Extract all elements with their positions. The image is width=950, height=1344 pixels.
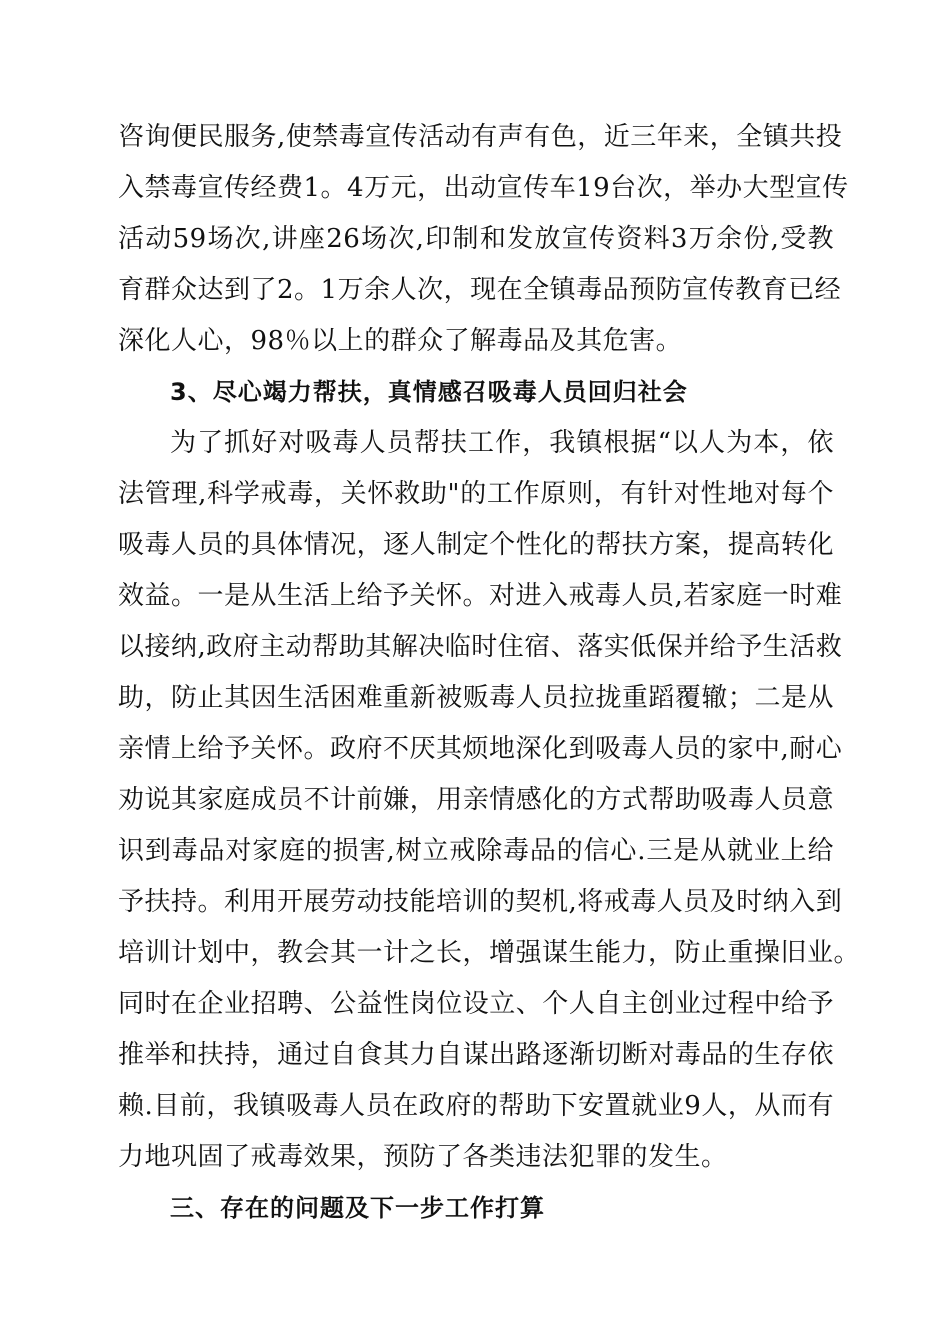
- paragraph-2-line: 培训计划中，教会其一计之长，增强谋生能力，防止重操旧业。: [118, 938, 861, 968]
- paragraph-2-line: 赖.目前，我镇吸毒人员在政府的帮助下安置就业9人，从而有: [118, 1091, 834, 1121]
- section-heading-3: 3、尽心竭力帮扶，真情感召吸毒人员回归社会: [170, 378, 688, 406]
- paragraph-1-line: 深化人心，98％以上的群众了解毒品及其危害。: [118, 326, 683, 356]
- paragraph-2-line: 以接纳,政府主动帮助其解决临时住宿、落实低保并给予生活救: [118, 632, 843, 662]
- paragraph-2-line: 识到毒品对家庭的损害,树立戒除毒品的信心.三是从就业上给: [118, 836, 834, 866]
- paragraph-2-line: 效益。一是从生活上给予关怀。对进入戒毒人员,若家庭一时难: [118, 581, 843, 611]
- paragraph-1-line: 活动59场次,讲座26场次,印制和发放宣传资料3万余份,受教: [118, 224, 834, 254]
- section-heading-three: 三、存在的问题及下一步工作打算: [170, 1194, 545, 1222]
- paragraph-2-line: 同时在企业招聘、公益性岗位设立、个人自主创业过程中给予: [118, 989, 834, 1019]
- paragraph-2-line: 推举和扶持，通过自食其力自谋出路逐渐切断对毒品的生存依: [118, 1040, 834, 1070]
- paragraph-2-line: 劝说其家庭成员不计前嫌，用亲情感化的方式帮助吸毒人员意: [118, 785, 834, 815]
- paragraph-1-line: 咨询便民服务,使禁毒宣传活动有声有色，近三年来，全镇共投: [118, 122, 843, 152]
- paragraph-1-line: 育群众达到了2。1万余人次，现在全镇毒品预防宣传教育已经: [118, 275, 842, 305]
- paragraph-2-line: 法管理,科学戒毒，关怀救助"的工作原则，有针对性地对每个: [118, 479, 834, 509]
- document-body: [118, 112, 861, 1234]
- paragraph-2-line: 予扶持。利用开展劳动技能培训的契机,将戒毒人员及时纳入到: [118, 887, 843, 917]
- paragraph-2-line: 亲情上给予关怀。政府不厌其烦地深化到吸毒人员的家中,耐心: [118, 734, 843, 764]
- paragraph-2-line: 为了抓好对吸毒人员帮扶工作，我镇根据“以人为本，依: [170, 428, 834, 458]
- paragraph-1-line: 入禁毒宣传经费1。4万元，出动宣传车19台次，举办大型宣传: [118, 173, 849, 203]
- paragraph-2-line: 力地巩固了戒毒效果，预防了各类违法犯罪的发生。: [118, 1142, 728, 1172]
- paragraph-2-line: 助，防止其因生活困难重新被贩毒人员拉拢重蹈覆辙；二是从: [118, 683, 834, 713]
- paragraph-2-line: 吸毒人员的具体情况，逐人制定个性化的帮扶方案，提高转化: [118, 530, 834, 560]
